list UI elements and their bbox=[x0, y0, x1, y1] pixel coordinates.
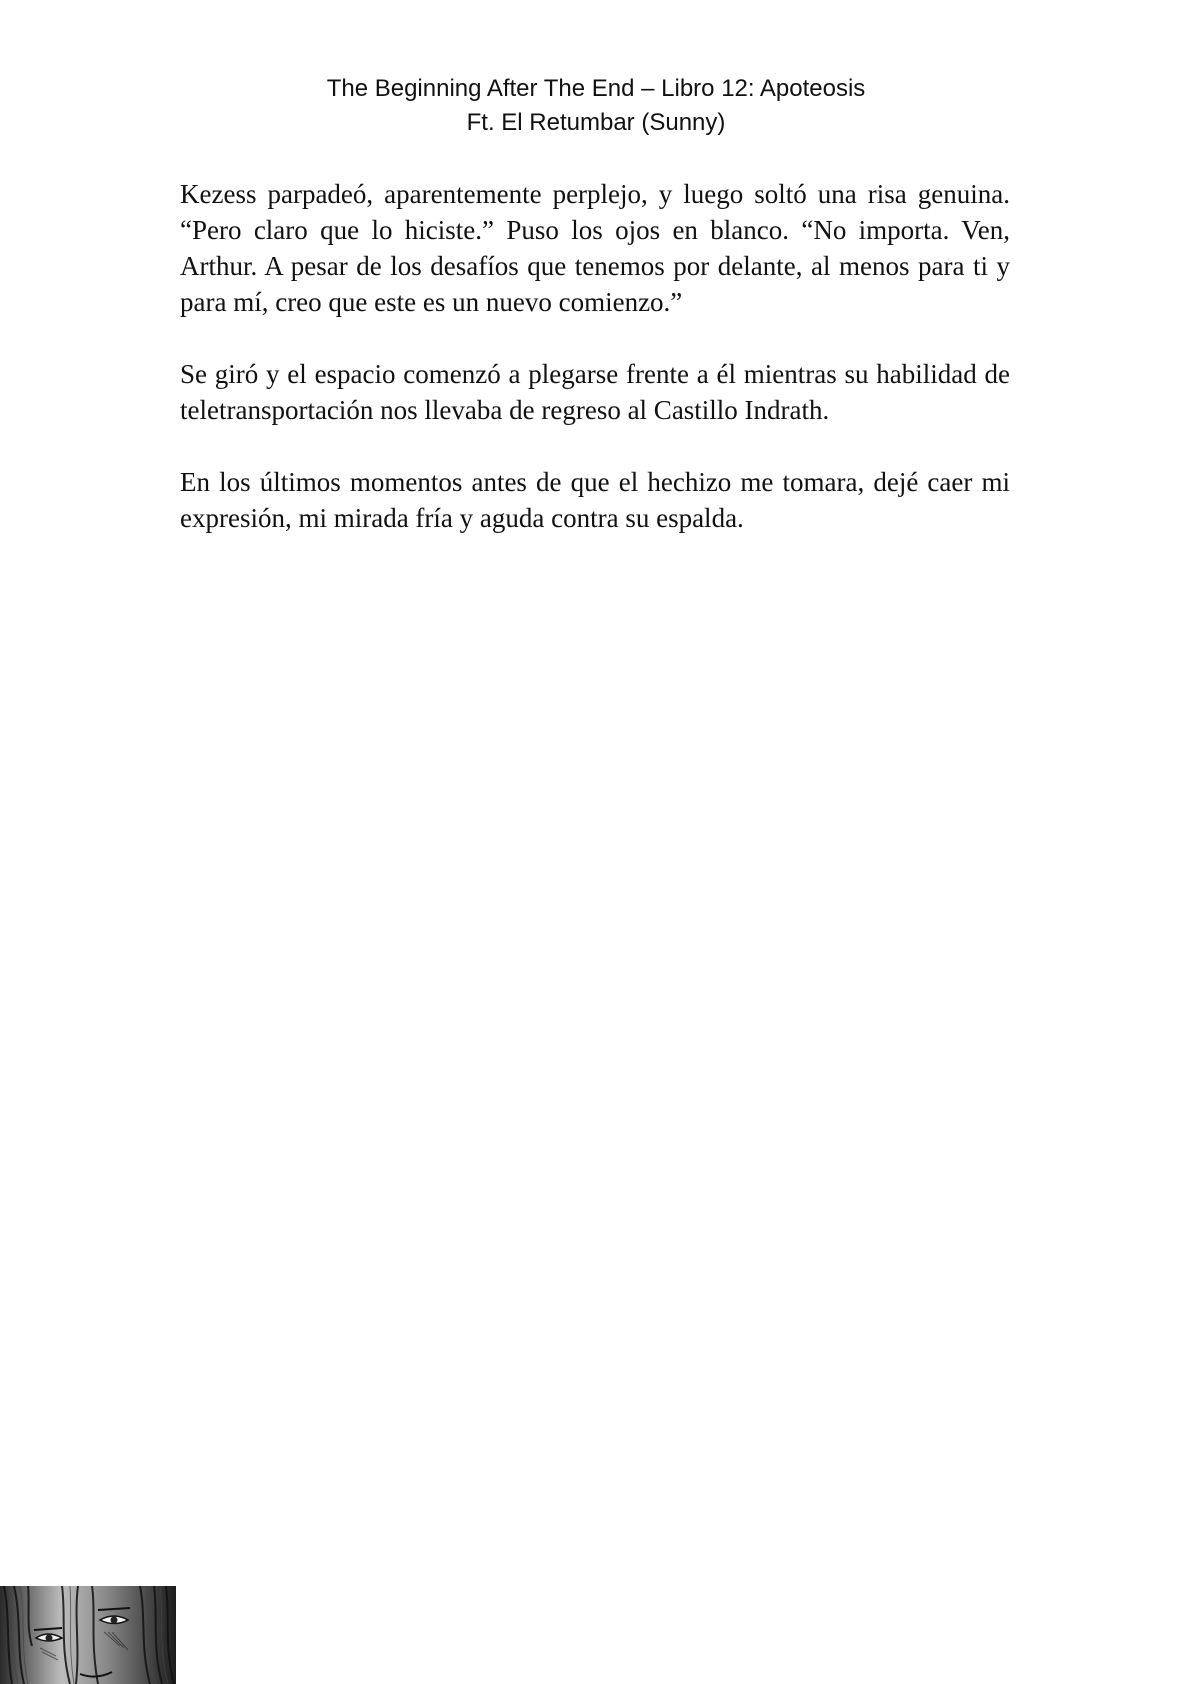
header-subtitle: Ft. El Retumbar (Sunny) bbox=[466, 109, 726, 136]
manga-face-illustration-icon bbox=[0, 1586, 176, 1684]
page-header bbox=[0, 72, 1192, 140]
chapter-body bbox=[180, 176, 1010, 572]
paragraph: Se giró y el espacio comenzó a plegarse frente a él mientras su habilidad de teletransportación nos llevaba de regreso al Castillo Indrath. bbox=[180, 359, 1010, 425]
paragraph: En los últimos momentos antes de que el hechizo me tomara, dejé caer mi expresión, mi mirada fría y aguda contra su espalda. bbox=[180, 467, 1010, 533]
header-title: The Beginning After The End – Libro 12: Apoteosis bbox=[326, 75, 866, 102]
paragraph: Kezess parpadeó, aparentemente perplejo, y luego soltó una risa genuina. “Pero claro que lo hiciste.” Puso los ojos en blanco. “No importa. Ven, Arthur. A pesar de los desafíos que tenemos por delante, al menos para ti y para mí, creo que este es un nuevo comienzo.” bbox=[180, 179, 1010, 317]
